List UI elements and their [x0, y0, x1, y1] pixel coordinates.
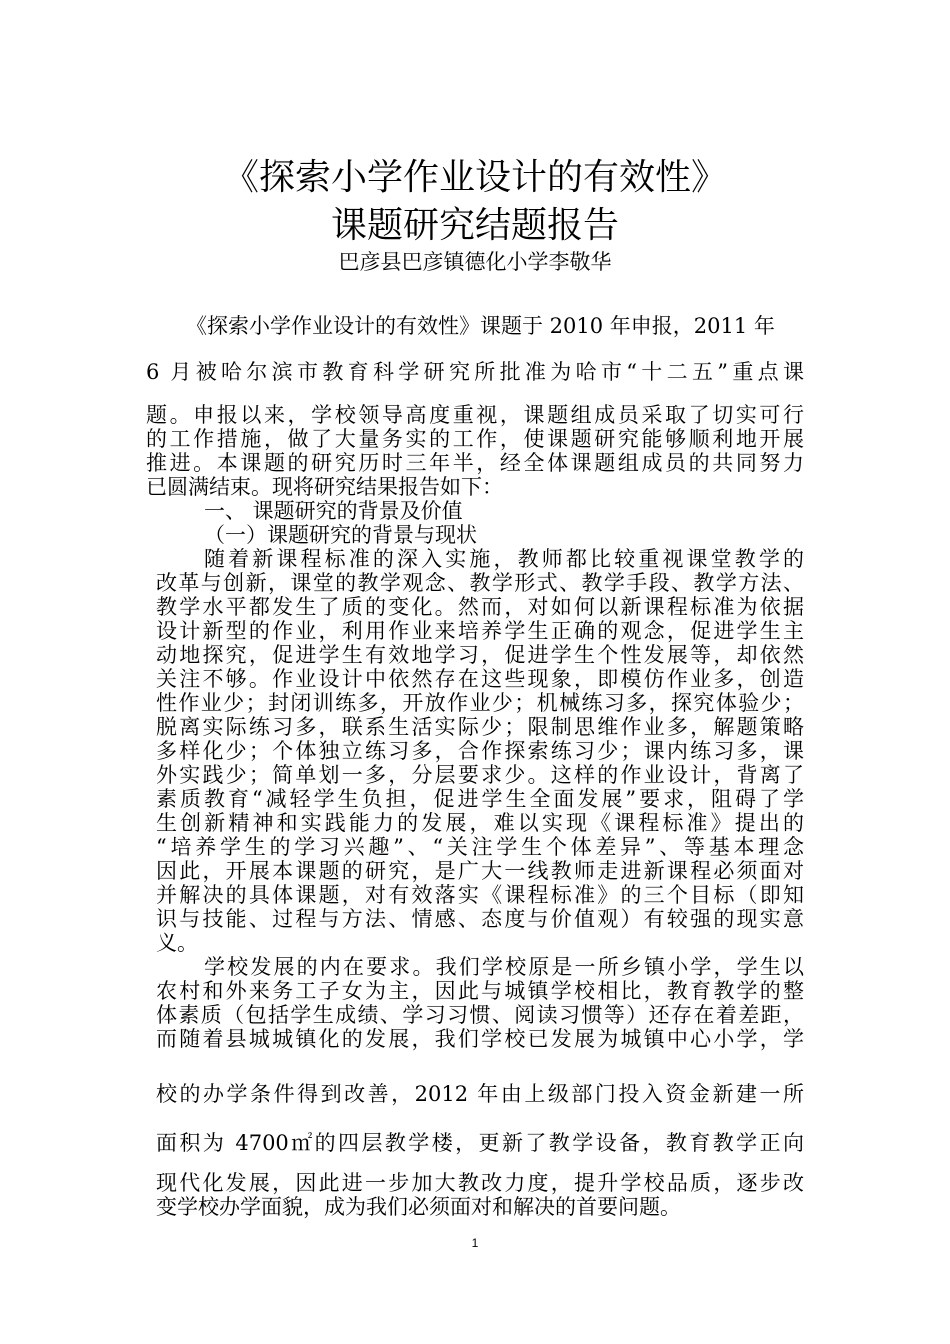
paragraph-line: 教学水平都发生了质的变化。然而，对如何以新课程标准为依据 — [156, 595, 804, 619]
paragraph-line: 性作业少；封闭训练多，开放作业少；机械练习多，探究体验少； — [156, 691, 804, 715]
paragraph-line: 推进。本课题的研究历时三年半，经全体课题组成员的共同努力 — [146, 451, 804, 475]
paragraph-line: “培养学生的学习兴趣”、“关注学生个体差异”、等基本理念 — [156, 835, 804, 859]
paragraph-line: 校的办学条件得到改善，2012 年由上级部门投入资金新建一所 — [156, 1082, 804, 1106]
paragraph-line: 而随着县城城镇化的发展，我们学校已发展为城镇中心小学，学 — [156, 1027, 804, 1051]
paragraph-line: 设计新型的作业，利用作业来培养学生正确的观念，促进学生主 — [156, 619, 804, 643]
author-line: 巴彦县巴彦镇德化小学李敬华 — [338, 250, 612, 274]
paragraph-line: 学校发展的内在要求。我们学校原是一所乡镇小学，学生以 — [204, 955, 804, 979]
paragraph-line: 识与技能、过程与方法、情感、态度与价值观）有较强的现实意 — [156, 907, 804, 931]
paragraph-line: 已圆满结束。现将研究结果报告如下： — [146, 475, 503, 499]
paragraph-line: 6 月被哈尔滨市教育科学研究所批准为哈市“十二五”重点课 — [146, 360, 804, 384]
paragraph-line: 体素质（包括学生成绩、学习习惯、阅读习惯等）还存在着差距， — [156, 1003, 804, 1027]
paragraph-line: 随着新课程标准的深入实施，教师都比较重视课堂教学的 — [204, 547, 804, 571]
paragraph-line: 农村和外来务工子女为主，因此与城镇学校相比，教育教学的整 — [156, 979, 804, 1003]
paragraph-line: 义。 — [156, 931, 198, 955]
paragraph-line: 现代化发展，因此进一步加大教改力度，提升学校品质，逐步改 — [156, 1171, 804, 1195]
paragraph-line: 动地探究，促进学生有效地学习，促进学生个性发展等，却依然 — [156, 643, 804, 667]
paragraph-line: 关注不够。作业设计中依然存在这些现象，即模仿作业多，创造 — [156, 667, 804, 691]
paragraph-line: 改革与创新，课堂的教学观念、教学形式、教学手段、教学方法、 — [156, 571, 804, 595]
subsection-heading-1: （一）课题研究的背景与现状 — [204, 523, 477, 547]
title-line-1: 《探索小学作业设计的有效性》 — [222, 157, 727, 198]
section-heading-1: 一、 课题研究的背景及价值 — [204, 499, 463, 523]
paragraph-line: 外实践少；简单划一多，分层要求少。这样的作业设计，背离了 — [156, 763, 804, 787]
paragraph-line: 脱离实际练习多，联系生活实际少；限制思维作业多，解题策略 — [156, 715, 804, 739]
paragraph-line: 生创新精神和实践能力的发展，难以实现《课程标准》提出的 — [156, 811, 804, 835]
paragraph-line: 的工作措施，做了大量务实的工作，使课题研究能够顺利地开展 — [146, 427, 804, 451]
paragraph-line: 多样化少；个体独立练习多，合作探索练习少；课内练习多，课 — [156, 739, 804, 763]
paragraph-line: 素质教育“减轻学生负担，促进学生全面发展”要求，阻碍了学 — [156, 787, 804, 811]
page-number: 1 — [471, 1236, 479, 1250]
paragraph-line: 并解决的具体课题，对有效落实《课程标准》的三个目标（即知 — [156, 883, 804, 907]
paragraph-line: 《探索小学作业设计的有效性》课题于 2010 年申报，2011 年 — [186, 314, 775, 338]
title-line-2: 课题研究结题报告 — [330, 205, 619, 246]
paragraph-line: 面积为 4700㎡的四层教学楼，更新了教学设备，教育教学正向 — [156, 1131, 804, 1155]
paragraph-line: 题。申报以来，学校领导高度重视，课题组成员采取了切实可行 — [146, 403, 804, 427]
paragraph-line: 变学校办学面貌，成为我们必须面对和解决的首要问题。 — [156, 1195, 681, 1219]
paragraph-line: 因此，开展本课题的研究，是广大一线教师走进新课程必须面对 — [156, 859, 804, 883]
